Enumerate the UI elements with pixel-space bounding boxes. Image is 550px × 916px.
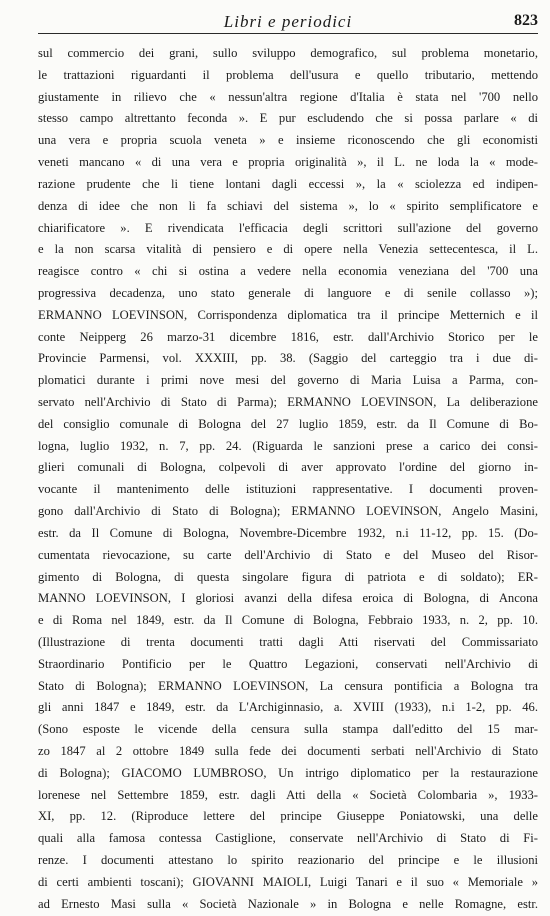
text-line: sul commercio dei grani, sullo sviluppo demografico, sul problema monetario,: [38, 46, 538, 60]
header-rule: [38, 33, 538, 34]
text-line: gono dall'Archivio di Stato di Bologna); ERMANNO LOEVINSON, Angelo Masini,: [38, 504, 538, 519]
text-line: Stato di Bologna); ERMANNO LOEVINSON, La censura pontificia a Bologna tra: [38, 678, 538, 693]
text-line: vocante il mantenimento delle istituzioni rappresentative. I documenti proven-: [38, 482, 538, 497]
text-line: gli anni 1847 e 1849, estr. da L'Archiginnasio, a. XVIII (1933), n.i 1-2, pp. 46.: [38, 700, 538, 715]
text-line: renze. I documenti attestano lo spirito reazionario del principe e le illusioni: [38, 853, 538, 868]
text-line: cumentata rievocazione, su carte dell'Archivio di Stato e del Museo del Risor-: [38, 547, 538, 562]
text-line: plomatici durante i primi nove mesi del governo di Maria Luisa a Parma, con-: [38, 373, 538, 388]
text-line: glieri comunali di Bologna, colpevoli di aver approvato l'ordine del giorno in-: [38, 460, 538, 475]
text-line: e di Roma nel 1849, estr. da Il Comune di Bologna, Febbraio 1933, n. 2, pp. 10.: [38, 613, 538, 628]
text-line: chiarificatore ». E rivendicata l'efficacia degli scrittori sull'azione del governo: [38, 220, 538, 235]
page-header: [38, 10, 538, 34]
text-line: le trattazioni riguardanti il problema dell'usura e quello tributario, mettendo: [38, 67, 538, 82]
text-line: veneti mancano « di una vera e propria originalità », il L. ne loda la « mode-: [38, 155, 538, 170]
text-line: lorenese nel Settembre 1859, estr. dagli Atti della « Società Colombaria », 1933-: [38, 787, 538, 802]
text-line: quali alla famosa contessa Castiglione, conservate nell'Archivio di Stato di Fi-: [38, 831, 538, 846]
text-line: logna, luglio 1932, n. 7, pp. 24. (Riguarda le sanzioni prese a carico dei consi-: [38, 438, 538, 453]
text-line: stesso campo altrettanto feconda ». E pur escludendo che si possa parlare « di: [38, 111, 538, 126]
text-line: giustamente in rilievo che « nessun'altra regione d'Italia è stata nel '700 nello: [38, 89, 538, 104]
text-line: MANNO LOEVINSON, I gloriosi avanzi della difesa eroica di Bologna, di Ancona: [38, 591, 538, 606]
text-line: servato nell'Archivio di Stato di Parma); ERMANNO LOEVINSON, La deliberazione: [38, 395, 538, 409]
text-line: progressiva decadenza, uno stato generale di languore e di senile collasso »);: [38, 285, 538, 300]
text-line: reagisce contro « chi si ostina a vedere nella economia veneziana del '700 una: [38, 264, 538, 279]
text-line: zo 1847 al 2 ottobre 1849 sulla fede dei documenti serbati nell'Archivio di Stato: [38, 744, 538, 758]
text-line: ad Ernesto Masi sulla « Società Nazionale » in Bologna e nelle Romagne, estr.: [38, 896, 538, 911]
text-line: conte Neipperg 26 marzo-31 dicembre 1816, estr. dall'Archivio Storico per le: [38, 329, 538, 344]
page-number: 823: [514, 12, 538, 29]
text-line: XI, pp. 12. (Riproduce lettere del principe Giuseppe Poniatowski, una delle: [38, 809, 538, 824]
text-line: razione prudente che li tiene lontani dagli eccessi », la « sciolezza ed indipen-: [38, 176, 538, 191]
text-line: (Illustrazione di trenta documenti tratti dagli Atti riservati del Commissariato: [38, 634, 538, 649]
text-line: Straordinario Pontificio per le Quattro Legazioni, conservati nell'Archivio di: [38, 656, 538, 671]
text-line: del consiglio comunale di Bologna del 27 luglio 1859, estr. da Il Comune di Bo-: [38, 416, 538, 431]
text-line: denza di idee che non li fa schiavi del sistema », lo « spirito semplificatore e: [38, 198, 538, 213]
body-text: [38, 43, 538, 916]
text-line: ERMANNO LOEVINSON, Corrispondenza diplomatica tra il principe Metternich e il: [38, 307, 538, 322]
text-line: (Sono esposte le vicende della censura sulla stampa dall'editto del 15 mar-: [38, 722, 538, 737]
text-line: gimento di Bologna, di questa singolare figura di patriota e di soldato); ER-: [38, 569, 538, 584]
text-line: Provincie Parmensi, vol. XXXIII, pp. 38. (Saggio del carteggio tra i due di-: [38, 351, 538, 366]
running-head: Libri e periodici: [223, 12, 353, 31]
text-line: di Bologna); GIACOMO LUMBROSO, Un intrigo diplomatico per la restaurazione: [38, 765, 538, 780]
text-line: di certi ambienti toscani); GIOVANNI MAIOLI, Luigi Tanari e il suo « Memoriale »: [38, 874, 538, 889]
text-line: una vera e propria scuola veneta » e insieme riconoscendo che gli economisti: [38, 133, 538, 148]
text-line: e la non scarsa vitalità di pensiero e di opere nella Venezia settecentesca, il L.: [38, 242, 538, 257]
text-line: estr. da Il Comune di Bologna, Novembre-Dicembre 1932, n.i 11-12, pp. 15. (Do-: [38, 525, 538, 540]
